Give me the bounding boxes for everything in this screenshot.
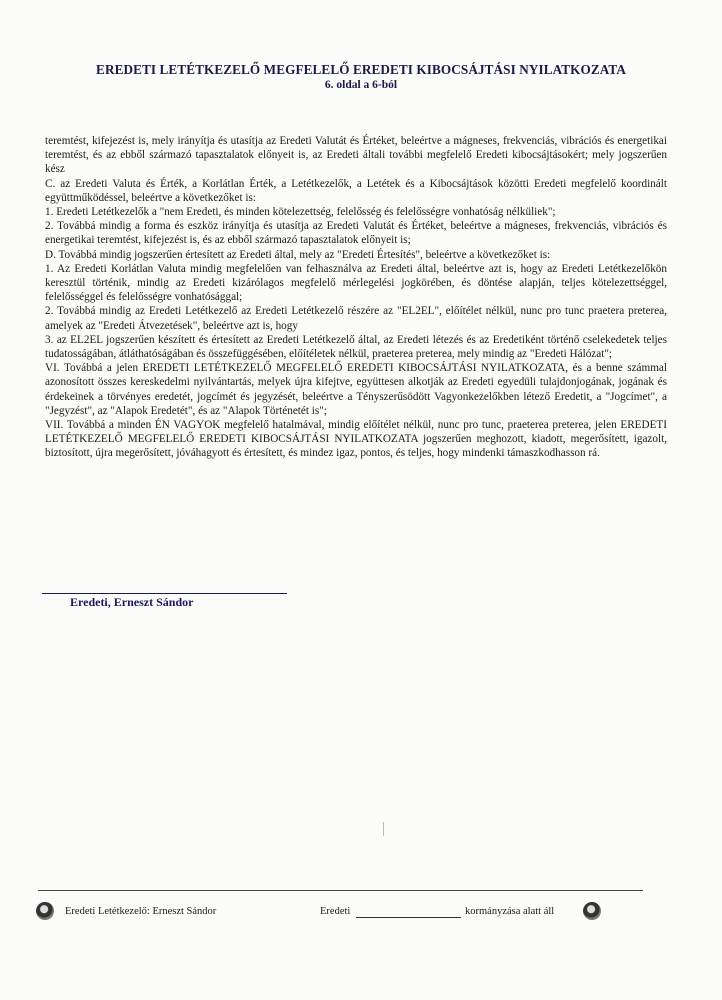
scan-mark xyxy=(383,822,384,836)
page-footer xyxy=(36,900,656,926)
footer-original-label: Eredeti xyxy=(320,906,351,917)
document-body xyxy=(45,134,667,461)
signature-name: Eredeti, Erneszt Sándor xyxy=(70,595,194,609)
document-title: EREDETI LETÉTKEZELŐ MEGFELELŐ EREDETI KIBOCSÁJTÁSI NYILATKOZATA xyxy=(96,62,626,77)
body-paragraph: 1. Eredeti Letétkezelők a "nem Eredeti, és minden kötelezettség, felelősség és felelősségre vonhatóság nélküliek"; xyxy=(45,206,556,219)
seal-emblem-icon xyxy=(583,902,601,920)
body-paragraph: teremtést, kifejezést is, mely irányítja és utasítja az Eredeti Valutát és Értéket, beleértve a mágneses, frekvenciás, vibrációs és energetikai teremtést, és az ebből származó tapasztalatok előnyeit is, az Eredeti általi további megfelelő Eredeti kibocsájtásokért; mely jogszerűen kész xyxy=(45,135,667,176)
document-header xyxy=(0,62,722,93)
body-paragraph: 1. Az Eredeti Korlátlan Valuta mindig megfelelően van felhasználva az Eredeti által, beleértve azt is, hogy az Eredeti Letétkezelőkön keresztül történik, mindig az Eredeti kizárólagos megfelelő mérlegelési jogkörében, és döntése alapján, teljes kötelezettséggel, felelősséggel és felelősségre vonhatósággal; xyxy=(45,262,667,304)
body-paragraph: D. Továbbá mindig jogszerűen értesített az Eredeti által, mely az "Eredeti Értesítés", beleértve a következőket is: xyxy=(45,248,551,261)
footer-custodian-label: Eredeti Letétkezelő: Erneszt Sándor xyxy=(65,906,217,917)
footer-divider xyxy=(38,890,643,891)
signature-block xyxy=(42,593,287,610)
body-paragraph: 2. Továbbá mindig a forma és eszköz irányítja és utasítja az Eredeti Valutát és Értéket, beleértve a mágneses, frekvenciás, vibrációs és energetikai teremtést, kifejezést is, és az ebből származó tapasztalatok előnyeit is; xyxy=(45,220,667,247)
footer-blank-line xyxy=(356,917,461,918)
page-number-label: 6. oldal a 6-ból xyxy=(324,79,398,91)
body-paragraph: 2. Továbbá mindig az Eredeti Letétkezelő az Eredeti Letétkezelő részére az "EL2EL", előítélet nélkül, nunc pro tunc praetera preterea, amelyek az "Eredeti Átvezetések", beleértve azt is, hogy xyxy=(45,305,667,332)
footer-governance-label: kormányzása alatt áll xyxy=(465,906,555,917)
body-paragraph: VII. Továbbá a minden ÉN VAGYOK megfelelő hatalmával, mindig előítélet nélkül, nunc pro tunc, praeterea preterea, jelen EREDETI LETÉTKEZELŐ MEGFELELŐ EREDETI KIBOCSÁJTÁSI NYILATKOZATA jogszerűen meghozott, kiadott, megerősített, igazolt, biztosított, újra megerősített, jóváhagyott és értesített, és mindez igaz, pontos, és teljes, hogy mindenki támaszkodhasson rá. xyxy=(45,419,667,460)
body-paragraph: 3. az EL2EL jogszerűen készített és értesített az Eredeti Letétkezelő által, az Eredeti létezés és az Eredetiként történő cselekedetek teljes tudatosságában, átláthatóságában és összefüggésében, előítéletek nélkül, praeterea preterea, mely mindig az "Eredeti Hálózat"; xyxy=(45,333,667,361)
signature-line xyxy=(42,593,287,594)
seal-emblem-icon xyxy=(36,902,54,920)
body-paragraph: C. az Eredeti Valuta és Érték, a Korlátlan Érték, a Letétkezelők, a Letétek és a Kibocsájtások közötti Eredeti megfelelő koordinált együttműködéssel, beleértve a következőket is: xyxy=(45,177,667,204)
body-paragraph: VI. Továbbá a jelen EREDETI LETÉTKEZELŐ MEGFELELŐ EREDETI KIBOCSÁJTÁSI NYILATKOZATA, és a benne számmal azonosított összes kereskedelmi nyilvántartás, melyek újra kifejtve, együttesen alkotják az Eredeti egyedüli tulajdonjogának, jogának és érdekeinek a törvényes eredetét, jogcímét és jegyzését, beleértve a Tényszerűsödött Vagyonkezelőkben létező Eredetit, a "Jogcímet", a "Jegyzést", az "Alapok Eredetét", és az "Alapok Történetét is"; xyxy=(45,362,667,417)
